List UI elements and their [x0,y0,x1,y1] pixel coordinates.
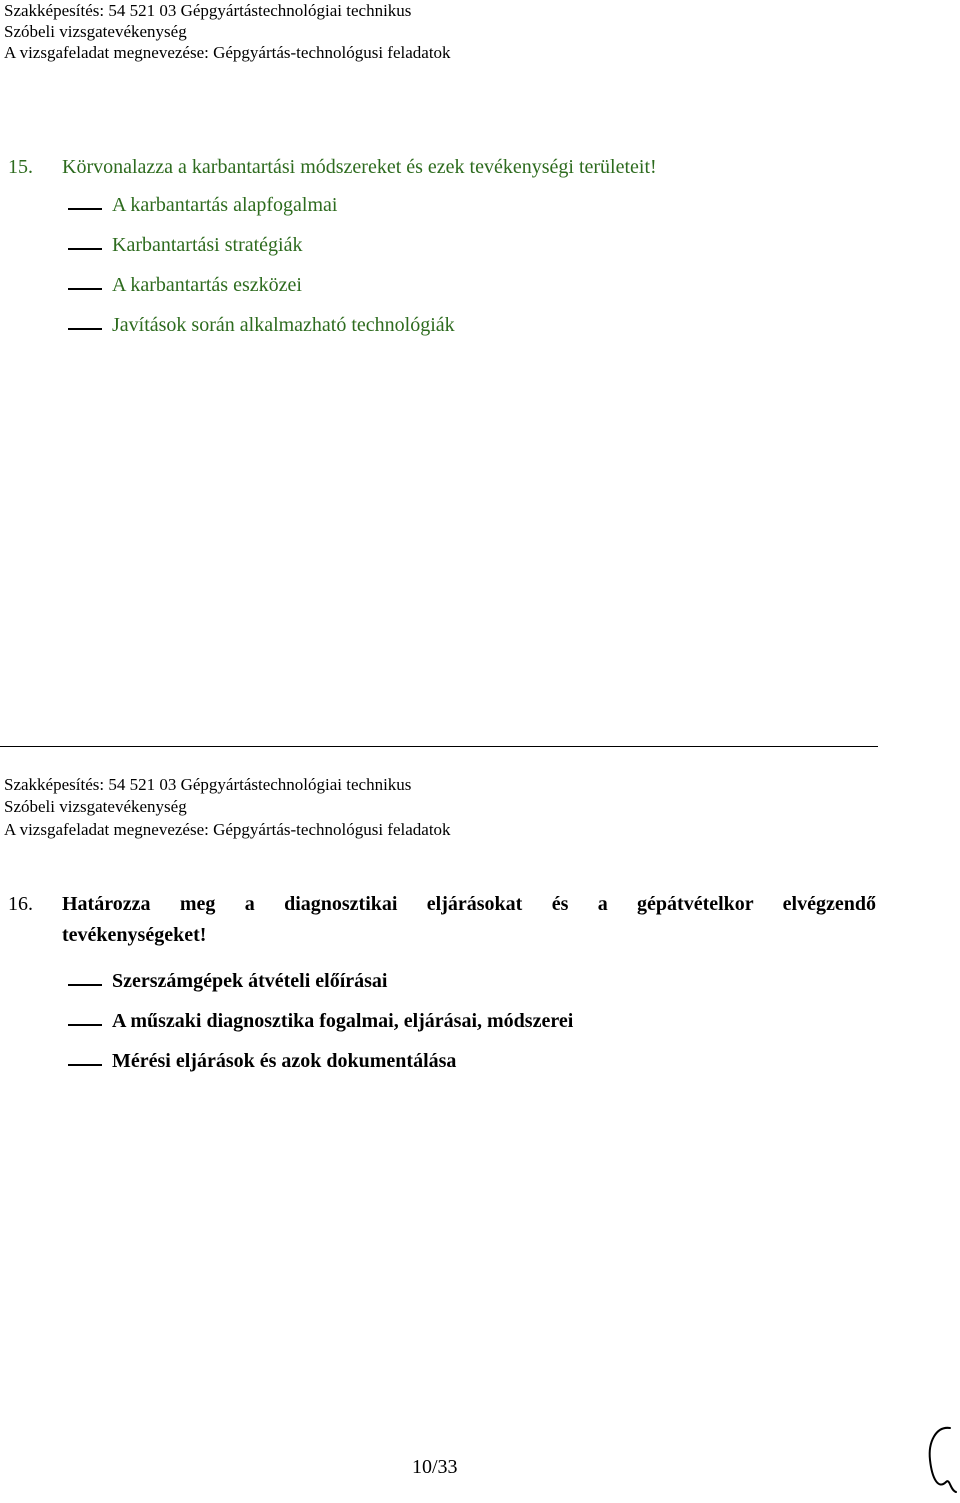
question-15-number: 15. [8,156,33,178]
page-number: 10/33 [412,1456,458,1478]
question-16-item: Szerszámgépek átvételi előírásai [112,970,388,992]
question-16-item: A műszaki diagnosztika fogalmai, eljárásai, módszerei [112,1010,574,1032]
header-task-name: A vizsgafeladat megnevezése: Gépgyártás-technológusi feladatok [4,820,451,839]
question-15-item: Karbantartási stratégiák [112,234,303,256]
bullet-dash [68,328,102,330]
header-qualification: Szakképesítés: 54 521 03 Gépgyártástechnológiai technikus [4,775,412,794]
question-15-text: Körvonalazza a karbantartási módszereket és ezek tevékenységi területeit! [62,156,657,178]
question-16-title [8,893,876,947]
question-15-item: A karbantartás alapfogalmai [112,194,338,216]
bullet-dash [68,1024,102,1026]
header-qualification: Szakképesítés: 54 521 03 Gépgyártástechnológiai technikus [4,1,412,20]
header-exam-type: Szóbeli vizsgatevékenység [4,22,187,41]
signature-mark [920,1420,960,1500]
bullet-dash [68,208,102,210]
question-16-item: Mérési eljárások és azok dokumentálása [112,1050,457,1072]
bullet-dash [68,984,102,986]
bullet-dash [68,288,102,290]
question-16-text-line2: tevékenységeket! [62,924,207,946]
header-exam-type: Szóbeli vizsgatevékenység [4,797,187,816]
page-separator-line [0,746,878,747]
question-15-item: Javítások során alkalmazható technológiák [112,314,455,336]
question-16-number: 16. [8,893,33,915]
question-15-item: A karbantartás eszközei [112,274,302,296]
question-15-title [8,156,657,179]
bullet-dash [68,1064,102,1066]
bullet-dash [68,248,102,250]
header-task-name: A vizsgafeladat megnevezése: Gépgyártás-technológusi feladatok [4,43,451,62]
question-16-text-line1: Határozza meg a diagnosztikai eljárásokat és a gépátvételkor elvégzendő [62,893,876,915]
